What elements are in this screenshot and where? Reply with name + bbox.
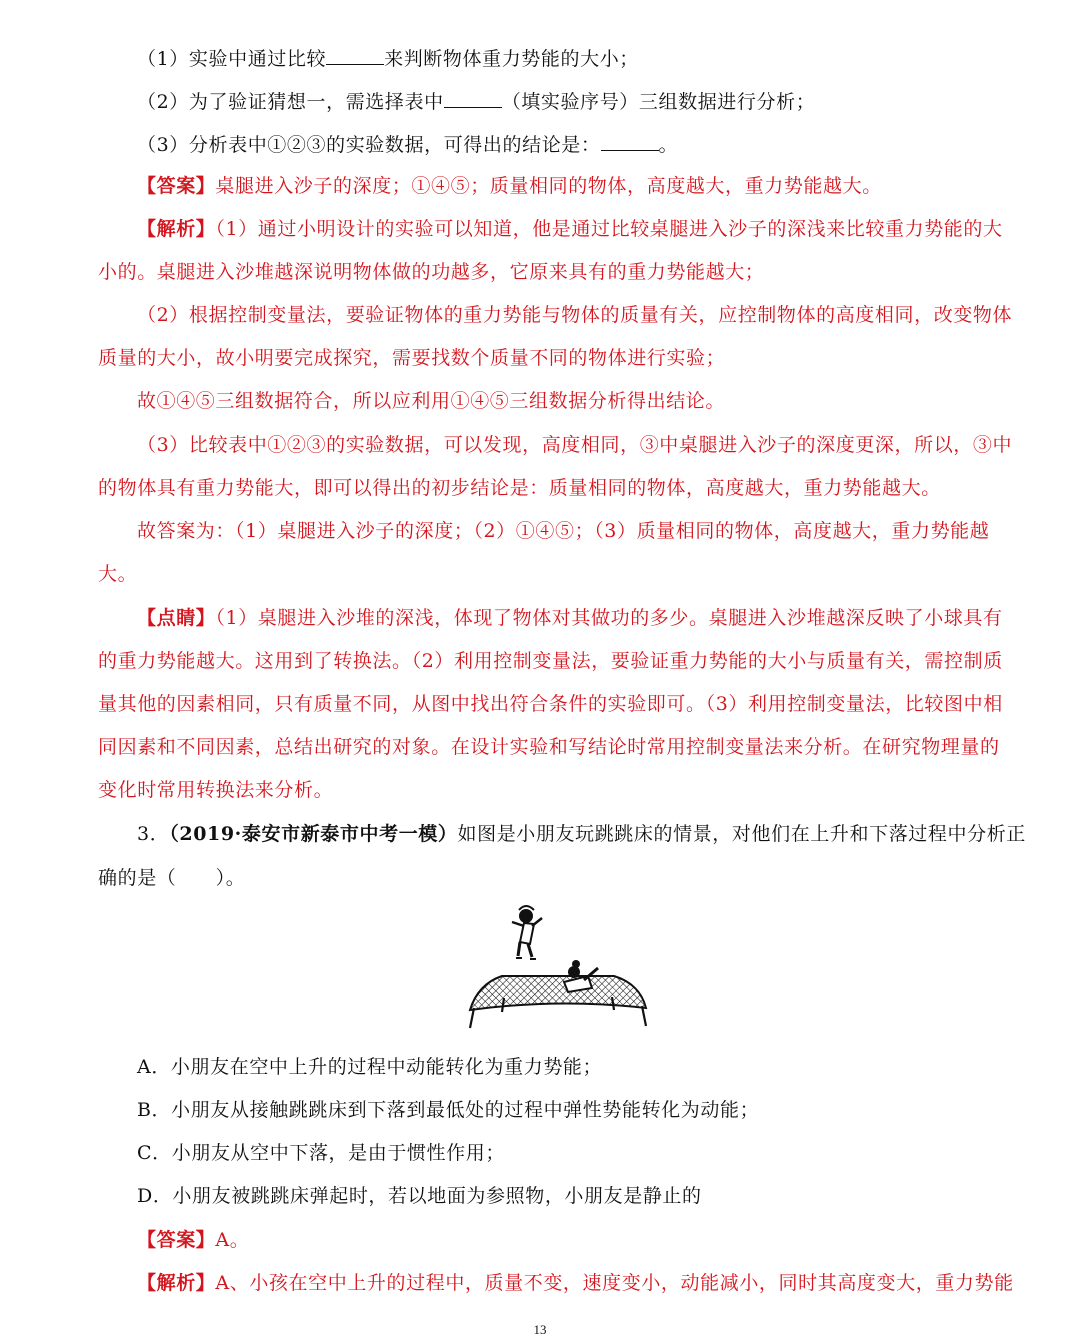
- analysis-line-4: 质量的大小，故小明要完成探究，需要找数个质量不同的物体进行实验；: [98, 347, 726, 369]
- sub-question-1: （1）实验中通过比较 来判断物体重力势能的大小；: [137, 45, 1027, 71]
- analysis-line-7: 的物体具有重力势能大，即可以得出的初步结论是：质量相同的物体，高度越大，重力势能越大。: [98, 477, 941, 499]
- option-a: A．小朋友在空中上升的过程中动能转化为重力势能；: [137, 1056, 603, 1078]
- summary-line-2: 大。: [98, 563, 138, 585]
- analysis-line-6: （3）比较表中①②③的实验数据，可以发现，高度相同，③中桌腿进入沙子的深度更深，所以，③中: [137, 434, 1013, 456]
- answer-line-q3: 【答案】A。: [137, 1229, 250, 1251]
- question-3-stem-2: 确的是（ ）。: [98, 867, 246, 889]
- sub-question-2: （2）为了验证猜想一，需选择表中 （填实验序号）三组数据进行分析；: [137, 88, 1027, 114]
- analysis-line-2: 小的。桌腿进入沙堆越深说明物体做的功越多，它原来具有的重力势能越大；: [98, 261, 765, 283]
- analysis-line-5: 故①④⑤三组数据符合，所以应利用①④⑤三组数据分析得出结论。: [137, 390, 726, 412]
- analysis-line-q3: 【解析】A、小孩在空中上升的过程中，质量不变，速度变小，动能减小，同时其高度变大，重力势能: [137, 1272, 1014, 1294]
- option-c: C．小朋友从空中下落，是由于惯性作用；: [137, 1142, 505, 1164]
- page-number: 13: [533, 1322, 547, 1337]
- option-d: D．小朋友被跳跳床弹起时，若以地面为参照物，小朋友是静止的: [137, 1185, 702, 1207]
- answer-blank: [326, 45, 384, 65]
- answer-blank: [444, 88, 502, 108]
- tip-line-2: 的重力势能越大。这用到了转换法。（2）利用控制变量法，要验证重力势能的大小与质量有关，需控制质: [98, 650, 1003, 672]
- answer-blank: [601, 131, 659, 151]
- summary-line-1: 故答案为：（1）桌腿进入沙子的深度；（2）①④⑤；（3）质量相同的物体，高度越大，重力势能越: [137, 520, 990, 542]
- tip-line-4: 同因素和不同因素，总结出研究的对象。在设计实验和写结论时常用控制变量法来分析。在研究物理量的: [98, 736, 1000, 758]
- tip-line-3: 量其他的因素相同，只有质量不同，从图中找出符合条件的实验即可。（3）利用控制变量法，比较图中相: [98, 693, 1003, 715]
- analysis-line-3: （2）根据控制变量法，要验证物体的重力势能与物体的质量有关，应控制物体的高度相同，改变物体: [137, 304, 1013, 326]
- option-b: B．小朋友从接触跳跳床到下落到最低处的过程中弹性势能转化为动能；: [137, 1099, 760, 1121]
- trampoline-illustration: [464, 902, 650, 1032]
- tip-line-5: 变化时常用转换法来分析。: [98, 779, 334, 801]
- question-3-stem: 3．（2019·泰安市新泰市中考一模）如图是小朋友玩跳跳床的情景，对他们在上升和下落过程中分析正: [137, 823, 1026, 845]
- answer-line: 【答案】桌腿进入沙子的深度；①④⑤；质量相同的物体，高度越大，重力势能越大。: [137, 175, 882, 197]
- sub-question-3: （3）分析表中①②③的实验数据，可得出的结论是： 。: [137, 131, 1027, 157]
- analysis-line-1: 【解析】（1）通过小明设计的实验可以知道，他是通过比较桌腿进入沙子的深浅来比较重力势能的大: [137, 218, 1003, 240]
- tip-line-1: 【点睛】（1）桌腿进入沙堆的深浅，体现了物体对其做功的多少。桌腿进入沙堆越深反映了小球具有: [137, 607, 1003, 629]
